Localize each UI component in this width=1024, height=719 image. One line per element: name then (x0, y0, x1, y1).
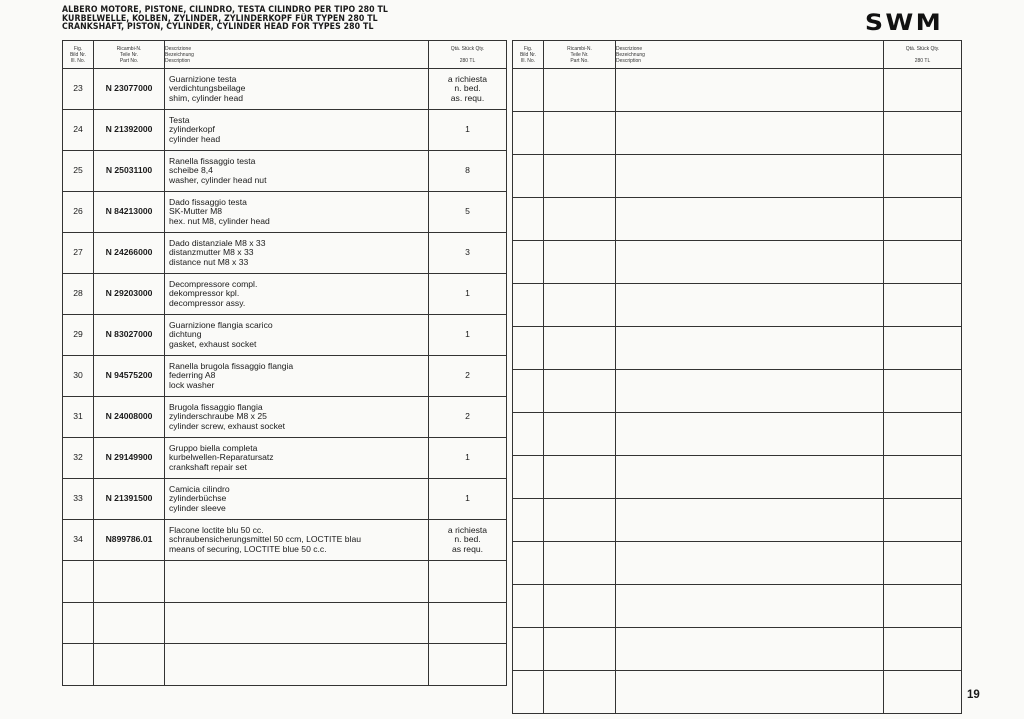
description (165, 233, 429, 274)
empty-row (513, 112, 962, 155)
part-number: N 23077000 (94, 69, 165, 110)
description-line: federring A8 (169, 370, 216, 381)
table-row (63, 69, 507, 110)
description-line: dekompressor kpl. (169, 288, 240, 299)
description-line: lock washer (169, 379, 215, 390)
logo-text: SWM (864, 10, 944, 36)
fig-number: 24 (63, 110, 94, 151)
page-title (62, 6, 416, 32)
empty-row (513, 327, 962, 370)
description (165, 274, 429, 315)
fig-number: 23 (63, 69, 94, 110)
empty-row (513, 155, 962, 198)
empty-row (513, 284, 962, 327)
description-line: distance nut M8 x 33 (169, 256, 249, 267)
col-fig-it: Fig. (523, 45, 533, 52)
empty-cell (884, 198, 962, 241)
empty-cell (544, 69, 616, 112)
col-header-qty (884, 41, 962, 69)
empty-cell (513, 671, 544, 714)
empty-row (513, 499, 962, 542)
description-line: verdichtungsbeilage (169, 83, 246, 94)
empty-row (513, 370, 962, 413)
title-line-it: ALBERO MOTORE, PISTONE, CILINDRO, TESTA CILINDRO PER TIPO 280 TL (62, 5, 388, 15)
description-line: crankshaft repair set (169, 461, 247, 472)
description-line: distanzmutter M8 x 33 (169, 247, 254, 258)
empty-cell (513, 112, 544, 155)
fig-number: 28 (63, 274, 94, 315)
quantity (429, 110, 507, 151)
description (165, 69, 429, 110)
table-row (63, 479, 507, 520)
quantity-line: a richiesta (447, 73, 488, 84)
table-header-row (513, 41, 962, 69)
col-qty-label: Qtà. Stück Qty. (905, 45, 940, 52)
quantity (429, 69, 507, 110)
quantity-line: n. bed. (454, 534, 481, 545)
description (165, 151, 429, 192)
empty-cell (544, 327, 616, 370)
col-desc-de: Bezeichnung (165, 51, 194, 58)
empty-cell (513, 241, 544, 284)
empty-row (513, 585, 962, 628)
empty-cell (544, 456, 616, 499)
empty-row (513, 671, 962, 714)
quantity (429, 151, 507, 192)
description (165, 356, 429, 397)
quantity-line: n. bed. (454, 83, 481, 94)
title-line-de: KURBELWELLE, KOLBEN, ZYLINDER, ZYLINDERKOPF FÜR TYPEN 280 TL (62, 13, 378, 24)
empty-cell (616, 198, 884, 241)
empty-cell (616, 456, 884, 499)
col-part-de: Teile Nr. (119, 51, 139, 58)
quantity-line: as requ. (451, 543, 484, 554)
part-number: N899786.01 (94, 520, 165, 561)
description (165, 479, 429, 520)
part-number: N 84213000 (94, 192, 165, 233)
empty-cell (884, 155, 962, 198)
col-qty-label: Qtà. Stück Qty. (450, 45, 485, 52)
quantity (429, 315, 507, 356)
empty-cell (884, 499, 962, 542)
description-line: schraubensicherungsmittel 50 ccm, LOCTITE blau (169, 534, 362, 545)
parts-table-left (62, 40, 507, 686)
fig-number: 31 (63, 397, 94, 438)
empty-cell (616, 413, 884, 456)
description-line: Dado fissaggio testa (169, 196, 247, 207)
description-line: Ranella fissaggio testa (169, 155, 256, 166)
table-row (63, 520, 507, 561)
col-part-it: Ricambi-N. (116, 45, 142, 52)
description-line: gasket, exhaust socket (169, 338, 257, 349)
empty-cell (513, 542, 544, 585)
table-row (63, 233, 507, 274)
empty-row (513, 241, 962, 284)
empty-cell (429, 561, 507, 603)
empty-cell (513, 499, 544, 542)
quantity (429, 479, 507, 520)
empty-cell (544, 413, 616, 456)
empty-cell (429, 602, 507, 644)
empty-cell (94, 602, 165, 644)
col-part-it: Ricambi-N. (567, 45, 592, 52)
col-fig-en: Ill. No. (520, 57, 536, 64)
empty-cell (165, 602, 429, 644)
description-line: cylinder sleeve (169, 502, 226, 513)
description-line: hex. nut M8, cylinder head (169, 215, 270, 226)
empty-row (513, 628, 962, 671)
part-number: N 24266000 (94, 233, 165, 274)
quantity-line: 5 (465, 206, 470, 217)
part-number: N 29203000 (94, 274, 165, 315)
col-qty-model: 280 TL (459, 57, 476, 64)
part-number: N 24008000 (94, 397, 165, 438)
swm-logo (864, 10, 962, 36)
col-header-desc (165, 41, 429, 69)
quantity (429, 274, 507, 315)
description (165, 315, 429, 356)
empty-cell (544, 628, 616, 671)
page-number: 19 (967, 689, 980, 701)
part-number: N 94575200 (94, 356, 165, 397)
empty-row (63, 602, 507, 644)
quantity-line: 1 (465, 124, 470, 135)
quantity-line: 2 (465, 370, 470, 381)
empty-cell (513, 628, 544, 671)
empty-cell (513, 370, 544, 413)
description-line: Guarnizione testa (169, 73, 237, 84)
quantity-line: 3 (465, 247, 470, 258)
empty-cell (884, 327, 962, 370)
empty-cell (544, 542, 616, 585)
col-header-desc (616, 41, 884, 69)
table-row (63, 438, 507, 479)
fig-number: 33 (63, 479, 94, 520)
empty-cell (544, 198, 616, 241)
table-row (63, 151, 507, 192)
empty-cell (884, 628, 962, 671)
empty-cell (884, 456, 962, 499)
quantity-line: 2 (465, 411, 470, 422)
quantity (429, 356, 507, 397)
col-header-fig (63, 41, 94, 69)
col-header-part (94, 41, 165, 69)
description-line: Flacone loctite blu 50 cc. (169, 524, 264, 535)
part-number: N 21391500 (94, 479, 165, 520)
quantity (429, 438, 507, 479)
col-part-en: Part No. (119, 57, 139, 64)
quantity (429, 397, 507, 438)
empty-cell (616, 370, 884, 413)
col-qty-model: 280 TL (914, 57, 931, 64)
empty-cell (884, 585, 962, 628)
description (165, 438, 429, 479)
description-line: cylinder screw, exhaust socket (169, 420, 286, 431)
quantity-line: 1 (465, 329, 470, 340)
fig-number: 34 (63, 520, 94, 561)
description-line: zylinderbüchse (169, 493, 227, 504)
col-desc-it: Descrizione (616, 45, 643, 52)
empty-cell (616, 628, 884, 671)
description-line: zylinderkopf (169, 124, 215, 135)
table-row (63, 192, 507, 233)
title-line-en: CRANKSHAFT, PISTON, CYLINDER, CYLINDER HEAD FOR TYPES 280 TL (62, 22, 374, 33)
description-line: Brugola fissaggio flangia (169, 401, 263, 412)
description-line: shim, cylinder head (169, 92, 244, 103)
empty-cell (513, 155, 544, 198)
part-number: N 83027000 (94, 315, 165, 356)
col-header-part (544, 41, 616, 69)
description-line: means of securing, LOCTITE blue 50 c.c. (169, 543, 327, 554)
description-line: Testa (169, 114, 190, 125)
fig-number: 29 (63, 315, 94, 356)
col-fig-de: Bild Nr. (69, 51, 87, 58)
description-line: kurbelwellen-Reparatursatz (169, 452, 274, 463)
empty-cell (544, 499, 616, 542)
empty-cell (94, 644, 165, 686)
empty-cell (513, 456, 544, 499)
description-line: zylinderschraube M8 x 25 (169, 411, 267, 422)
description-line: Ranella brugola fissaggio flangia (169, 360, 294, 371)
empty-row (513, 456, 962, 499)
empty-row (513, 542, 962, 585)
col-header-qty (429, 41, 507, 69)
empty-row (513, 413, 962, 456)
quantity-line: a richiesta (447, 524, 488, 535)
empty-cell (544, 112, 616, 155)
quantity (429, 233, 507, 274)
col-desc-en: Description (616, 57, 642, 64)
description-line: SK-Mutter M8 (169, 206, 223, 217)
empty-cell (616, 284, 884, 327)
empty-row (513, 69, 962, 112)
quantity-line: 8 (465, 165, 470, 176)
empty-cell (63, 602, 94, 644)
empty-cell (616, 542, 884, 585)
description-line: Decompressore compl. (169, 278, 258, 289)
description-line: cylinder head (169, 133, 221, 144)
empty-row (63, 561, 507, 603)
empty-cell (513, 69, 544, 112)
empty-cell (616, 499, 884, 542)
quantity-line: 1 (465, 452, 470, 463)
col-part-de: Teile Nr. (570, 51, 589, 58)
description-line: scheibe 8,4 (169, 165, 213, 176)
description-line: washer, cylinder head nut (169, 174, 267, 185)
col-header-fig (513, 41, 544, 69)
empty-cell (884, 69, 962, 112)
empty-cell (884, 370, 962, 413)
fig-number: 27 (63, 233, 94, 274)
empty-cell (616, 241, 884, 284)
description-line: Guarnizione flangia scarico (169, 319, 273, 330)
empty-cell (544, 241, 616, 284)
empty-cell (63, 561, 94, 603)
part-number: N 25031100 (94, 151, 165, 192)
part-number: N 21392000 (94, 110, 165, 151)
description (165, 192, 429, 233)
description-line: dichtung (169, 329, 202, 340)
empty-cell (513, 585, 544, 628)
empty-cell (884, 413, 962, 456)
description (165, 397, 429, 438)
empty-cell (544, 671, 616, 714)
quantity-line: 1 (465, 493, 470, 504)
quantity-line: 1 (465, 288, 470, 299)
description-line: Camicia cilindro (169, 483, 230, 494)
empty-row (513, 198, 962, 241)
empty-cell (616, 327, 884, 370)
fig-number: 32 (63, 438, 94, 479)
description (165, 520, 429, 561)
col-fig-it: Fig. (73, 45, 83, 52)
table-row (63, 315, 507, 356)
empty-cell (513, 284, 544, 327)
empty-cell (884, 284, 962, 327)
quantity (429, 192, 507, 233)
empty-cell (616, 585, 884, 628)
table-row (63, 110, 507, 151)
empty-cell (165, 644, 429, 686)
empty-cell (513, 198, 544, 241)
table-header-row (63, 41, 507, 69)
description-line: Gruppo biella completa (169, 442, 258, 453)
empty-cell (544, 284, 616, 327)
fig-number: 30 (63, 356, 94, 397)
part-number: N 29149900 (94, 438, 165, 479)
empty-cell (429, 644, 507, 686)
quantity (429, 520, 507, 561)
empty-cell (513, 413, 544, 456)
parts-table-right (512, 40, 962, 714)
col-fig-de: Bild Nr. (519, 51, 537, 58)
col-desc-it: Descrizione (165, 45, 192, 52)
col-desc-en: Description (165, 57, 191, 64)
empty-cell (884, 112, 962, 155)
empty-cell (884, 671, 962, 714)
quantity-line: as. requ. (450, 92, 485, 103)
empty-cell (616, 69, 884, 112)
description-line: Dado distanziale M8 x 33 (169, 237, 266, 248)
empty-cell (616, 155, 884, 198)
table-row (63, 356, 507, 397)
description (165, 110, 429, 151)
empty-cell (544, 585, 616, 628)
empty-cell (544, 155, 616, 198)
empty-cell (884, 542, 962, 585)
empty-cell (513, 327, 544, 370)
fig-number: 25 (63, 151, 94, 192)
empty-row (63, 644, 507, 686)
empty-cell (616, 671, 884, 714)
description-line: decompressor assy. (169, 297, 246, 308)
col-desc-de: Bezeichnung (616, 51, 645, 58)
empty-cell (884, 241, 962, 284)
empty-cell (616, 112, 884, 155)
table-row (63, 274, 507, 315)
fig-number: 26 (63, 192, 94, 233)
col-fig-en: Ill. No. (70, 57, 86, 64)
empty-cell (544, 370, 616, 413)
table-row (63, 397, 507, 438)
empty-cell (63, 644, 94, 686)
empty-cell (165, 561, 429, 603)
empty-cell (94, 561, 165, 603)
col-part-en: Part No. (570, 57, 589, 64)
